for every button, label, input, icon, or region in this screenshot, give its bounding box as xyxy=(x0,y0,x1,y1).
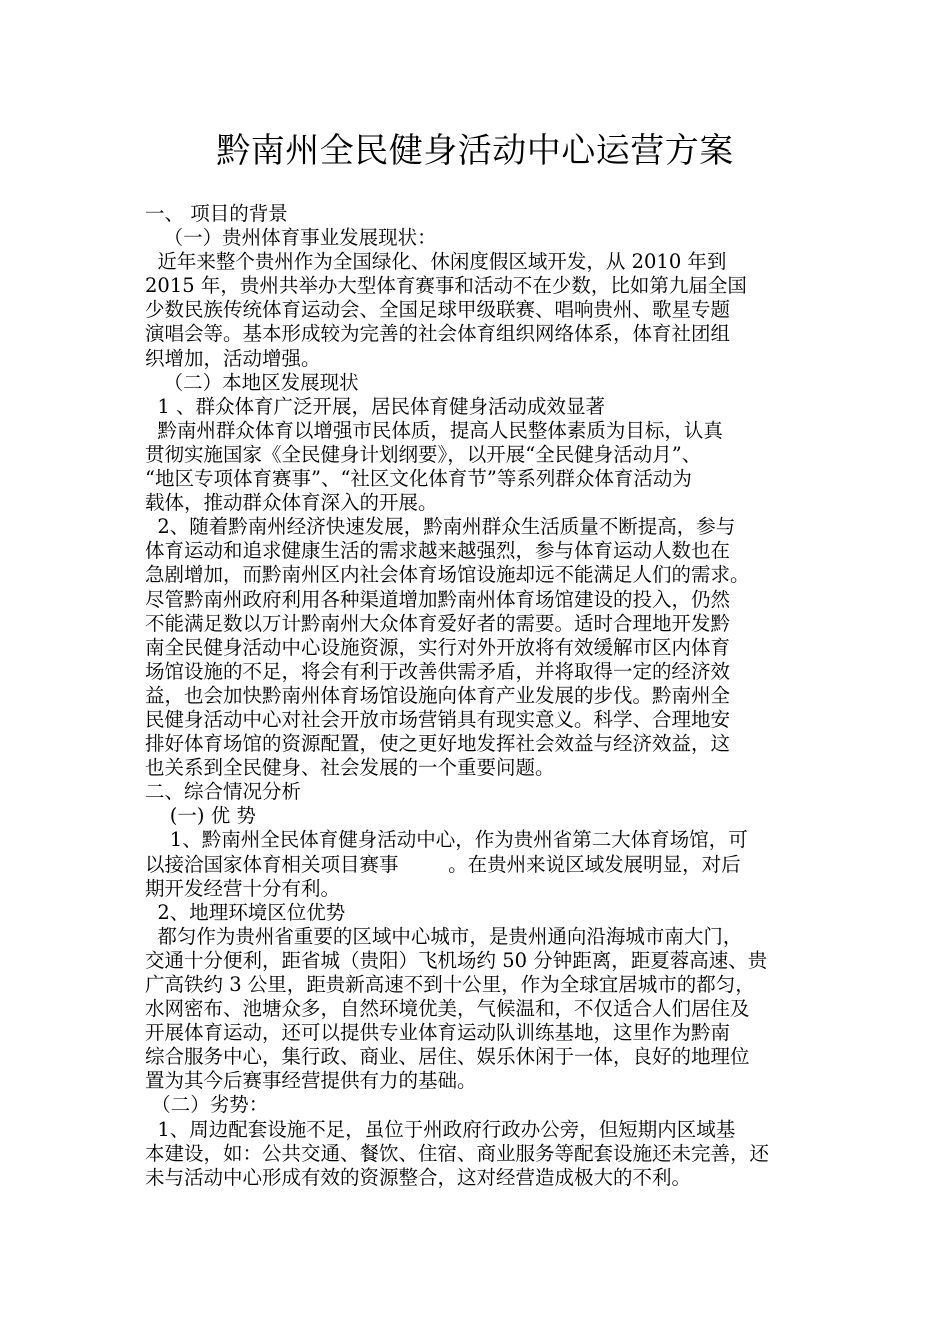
document-body xyxy=(145,202,810,1190)
subheading: （二）本地区发展现状 xyxy=(145,370,359,394)
paragraph-line: 尽管黔南州政府利用各种渠道增加黔南州体育场馆建设的投入，仍然 xyxy=(145,587,731,611)
paragraph-line: 织增加，活动增强。 xyxy=(145,346,321,370)
paragraph-line: 1、黔南州全民体育健身活动中心，作为贵州省第二大体育场馆，可 xyxy=(145,828,748,852)
subheading: （一）贵州体育事业发展现状： xyxy=(145,226,437,250)
document-title: 黔南州全民健身活动中心运营方案 xyxy=(216,131,734,171)
paragraph-line: 水网密布、池塘众多，自然环境优美，气候温和，不仅适合人们居住及 xyxy=(145,997,750,1021)
paragraph-line: 排好体育场馆的资源配置，使之更好地发挥社会效益与经济效益，这 xyxy=(145,732,731,756)
paragraph-line: 少数民族传统体育运动会、全国足球甲级联赛、唱响贵州、歌星专题 xyxy=(145,298,731,322)
paragraph-line: 交通十分便利，距省城（贵阳）飞机场约 50 分钟距离，距夏蓉高速、贵 xyxy=(145,948,768,972)
paragraph-line: 近年来整个贵州作为全国绿化、休闲度假区域开发，从 2010 年到 xyxy=(145,250,727,274)
paragraph-line: 1、周边配套设施不足，虽位于州政府行政办公旁，但短期内区域基 xyxy=(145,1117,736,1141)
paragraph-line: 体育运动和追求健康生活的需求越来越强烈，参与体育运动人数也在 xyxy=(145,539,731,563)
heading-section-2: 二、综合情况分析 xyxy=(145,780,302,804)
paragraph-line: 场馆设施的不足，将会有利于改善供需矛盾，并将取得一定的经济效 xyxy=(145,659,731,683)
paragraph-line: 益，也会加快黔南州体育场馆设施向体育产业发展的步伐。黔南州全 xyxy=(145,683,731,707)
paragraph-line: 2、随着黔南州经济快速发展，黔南州群众生活质量不断提高，参与 xyxy=(145,515,736,539)
paragraph-line: 载体，推动群众体育深入的开展。 xyxy=(145,491,438,515)
paragraph-line: 2015 年，贵州共举办大型体育赛事和活动不在少数，比如第九届全国 xyxy=(145,274,747,298)
paragraph-line: 广高铁约 3 公里，距贵新高速不到十公里，作为全球宜居城市的都匀， xyxy=(145,973,755,996)
paragraph-line: 急剧增加，而黔南州区内社会体育场馆设施却远不能满足人们的需求。 xyxy=(145,563,750,587)
paragraph-line: 黔南州群众体育以增强市民体质，提高人民整体素质为目标，认真 xyxy=(145,418,723,442)
paragraph-line: 民健身活动中心对社会开放市场营销具有现实意义。科学、合理地安 xyxy=(145,707,731,731)
paragraph-line: 不能满足数以万计黔南州大众体育爱好者的需要。适时合理地开发黔 xyxy=(145,611,731,635)
paragraph-line: 以接洽国家体育相关项目赛事 。在贵州来说区域发展明显，对后 xyxy=(145,852,741,876)
heading-section-1: 一、 项目的背景 xyxy=(145,202,288,225)
list-item-heading: 2、地理环境区位优势 xyxy=(145,900,346,924)
subheading: (一) 优 势 xyxy=(145,804,256,828)
list-item-heading: 1 、群众体育广泛开展，居民体育健身活动成效显著 xyxy=(145,394,606,418)
paragraph-line: 贯彻实施国家《全民健身计划纲要》，以开展“全民健身活动月”、 xyxy=(145,442,702,466)
paragraph-line: 综合服务中心，集行政、商业、居住、娱乐休闲于一体，良好的地理位 xyxy=(145,1045,750,1069)
paragraph-line: 期开发经营十分有利。 xyxy=(145,876,341,900)
paragraph-line: 未与活动中心形成有效的资源整合，这对经营造成极大的不利。 xyxy=(145,1165,692,1189)
paragraph-line: “地区专项体育赛事”、“社区文化体育节”等系列群众体育活动为 xyxy=(145,467,692,491)
subheading: （二）劣势： xyxy=(145,1093,269,1117)
paragraph-line: 开展体育运动，还可以提供专业体育运动队训练基地，这里作为黔南 xyxy=(145,1021,731,1045)
paragraph-line: 置为其今后赛事经营提供有力的基础。 xyxy=(145,1069,477,1093)
paragraph-line: 也关系到全民健身、社会发展的一个重要问题。 xyxy=(145,756,555,780)
paragraph-line: 本建设，如：公共交通、餐饮、住宿、商业服务等配套设施还未完善，还 xyxy=(145,1141,770,1165)
paragraph-line: 南全民健身活动中心设施资源，实行对外开放将有效缓解市区内体育 xyxy=(145,635,731,659)
paragraph-line: 演唱会等。基本形成较为完善的社会体育组织网络体系，体育社团组 xyxy=(145,322,731,346)
paragraph-line: 都匀作为贵州省重要的区域中心城市，是贵州通向沿海城市南大门， xyxy=(145,924,743,948)
